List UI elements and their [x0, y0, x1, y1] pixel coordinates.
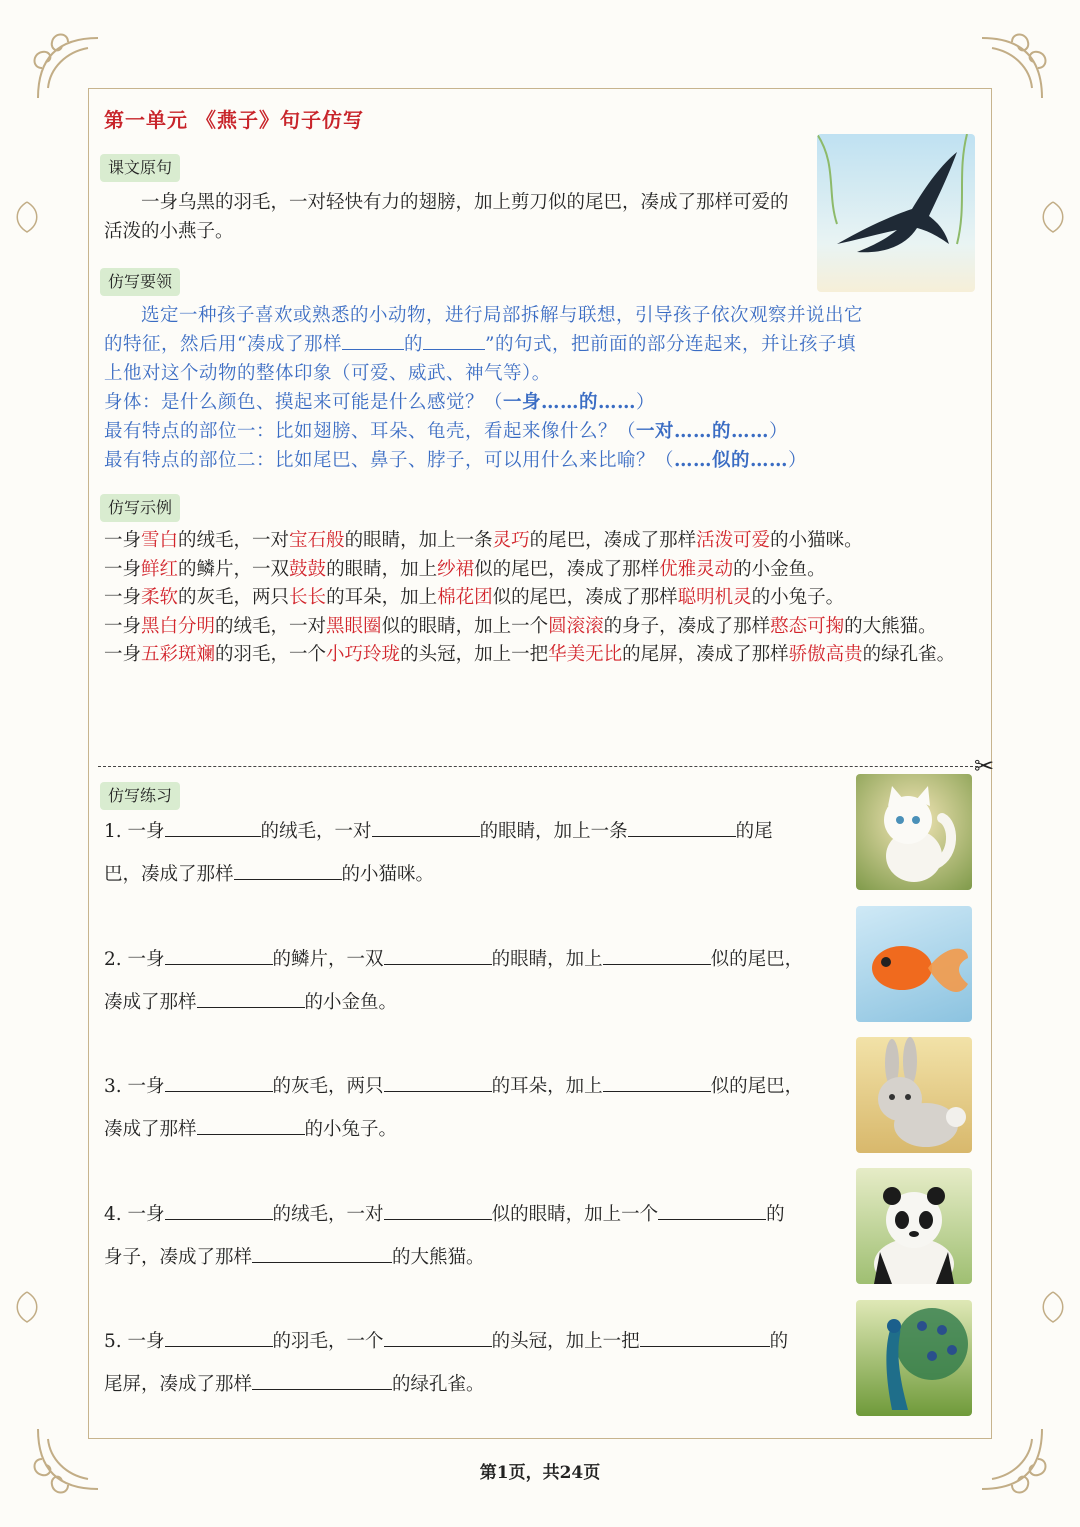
original-sentence: 一身乌黑的羽毛，一对轻快有力的翅膀，加上剪刀似的尾巴，凑成了那样可爱的活泼的小燕子。 — [104, 192, 789, 242]
guide-text-part: ） — [636, 392, 656, 413]
guide-text-part: 最有特点的部位一：比如翅膀、耳朵、龟壳，看起来像什么？（ — [104, 421, 637, 442]
example-highlight: 优雅灵动 — [659, 558, 734, 580]
guide-line — [104, 330, 976, 359]
question-text: 3. 一身 — [104, 1076, 165, 1097]
question-text: 的 — [766, 1204, 785, 1225]
peacock-image — [856, 1300, 972, 1416]
practice-question-2 — [104, 938, 803, 1024]
question-text: 的小兔子。 — [304, 1119, 398, 1140]
example-text: 的眼睛，加上 — [326, 558, 438, 580]
example-text: 的小猫咪。 — [770, 530, 863, 551]
example-highlight: 鲜红 — [141, 558, 179, 580]
example-sentence — [104, 556, 978, 585]
question-text: 的绒毛，一对 — [272, 1204, 384, 1225]
answer-blank[interactable] — [252, 1371, 392, 1391]
answer-blank[interactable] — [628, 818, 736, 838]
kitten-image — [856, 774, 972, 890]
goldfish-icon — [856, 906, 972, 1022]
rabbit-image — [856, 1037, 972, 1153]
guide-text-part: 的特征，然后用“凑成了那样 — [104, 334, 342, 355]
example-text: 的绿孔雀。 — [862, 644, 956, 665]
question-text: 的灰毛，两只 — [272, 1076, 384, 1097]
rabbit-icon — [856, 1037, 972, 1153]
goldfish-image — [856, 906, 972, 1022]
answer-blank[interactable] — [165, 1073, 273, 1093]
example-text: 的小金鱼。 — [733, 558, 826, 580]
question-line — [104, 1236, 785, 1279]
practice-question-3 — [104, 1065, 803, 1151]
question-text: 4. 一身 — [104, 1204, 165, 1225]
guide-line — [104, 388, 976, 417]
peacock-icon — [856, 1300, 972, 1416]
swallow-image — [817, 134, 975, 292]
guide-text-part: 最有特点的部位二：比如尾巴、鼻子、脖子，可以用什么来比喻？（ — [104, 450, 675, 471]
example-text: 的灰毛，两只 — [178, 587, 290, 608]
answer-blank[interactable] — [658, 1201, 766, 1221]
guide-text-part: ） — [788, 450, 808, 471]
answer-blank[interactable] — [384, 1201, 492, 1221]
answer-blank[interactable] — [384, 1073, 492, 1093]
answer-blank[interactable] — [165, 946, 273, 966]
question-text: 巴，凑成了那样 — [104, 864, 234, 885]
example-highlight: 五彩斑斓 — [141, 644, 216, 665]
question-line — [104, 853, 773, 896]
question-line — [104, 1363, 788, 1406]
question-text: 的 — [769, 1331, 789, 1352]
example-text: 一身 — [104, 558, 142, 580]
question-text: 身子，凑成了那样 — [104, 1247, 253, 1268]
section-tag-practice: 仿写练习 — [100, 782, 180, 810]
question-text: 的小金鱼。 — [304, 992, 398, 1013]
example-highlight: 长长 — [289, 587, 327, 608]
answer-blank[interactable] — [165, 1201, 273, 1221]
example-highlight: 黑眼圈 — [326, 615, 382, 637]
example-text: 一身 — [104, 530, 142, 551]
example-highlight: 小巧玲珑 — [326, 644, 401, 665]
question-line — [104, 1108, 803, 1151]
question-text: 的尾 — [735, 821, 773, 842]
example-highlight: 雪白 — [141, 530, 179, 551]
example-text: 的绒毛，一对 — [215, 615, 327, 637]
answer-blank[interactable] — [234, 861, 342, 881]
example-sentence — [104, 527, 978, 556]
answer-blank[interactable] — [165, 1328, 273, 1348]
example-text: 的耳朵，加上 — [326, 587, 438, 608]
example-text: 的鳞片，一双 — [178, 558, 290, 580]
corner-ornament — [28, 28, 108, 108]
guide-text-part: ） — [769, 421, 789, 442]
example-highlight: 憨态可掬 — [770, 615, 845, 637]
answer-blank[interactable] — [384, 946, 492, 966]
section-tag-examples: 仿写示例 — [100, 494, 180, 522]
example-text: 的绒毛，一对 — [178, 530, 290, 551]
section-tag-original: 课文原句 — [100, 154, 180, 182]
example-text: 一身 — [104, 644, 142, 665]
example-text: 似的眼睛，加上一个 — [381, 615, 549, 637]
guide-blank — [423, 331, 485, 351]
question-line — [104, 1320, 788, 1363]
answer-blank[interactable] — [197, 1116, 305, 1136]
scissors-icon: ✂ — [974, 752, 995, 780]
question-text: 凑成了那样 — [104, 992, 197, 1013]
example-text: 的头冠，加上一把 — [400, 644, 549, 665]
guide-line — [104, 417, 976, 446]
example-text: 的小兔子。 — [751, 587, 845, 608]
question-text: 的鳞片，一双 — [272, 949, 384, 970]
swallow-icon — [817, 134, 975, 292]
section-tag-guide: 仿写要领 — [100, 268, 180, 296]
example-highlight: 活泼可爱 — [696, 530, 771, 551]
example-sentence — [104, 584, 978, 613]
guide-text-part: 的 — [403, 334, 423, 355]
example-text: 一身 — [104, 615, 142, 637]
side-ornament — [10, 200, 44, 234]
answer-blank[interactable] — [165, 818, 261, 838]
example-text: 的尾巴，凑成了那样 — [529, 530, 697, 551]
question-text: 5. 一身 — [104, 1331, 165, 1352]
cut-line — [98, 766, 978, 767]
example-highlight: 鼓鼓 — [289, 558, 327, 580]
example-highlight: 黑白分明 — [141, 615, 216, 637]
question-text: 的眼睛，加上一条 — [479, 821, 628, 842]
side-ornament — [1036, 200, 1070, 234]
side-ornament — [10, 1290, 44, 1324]
question-text: 似的尾巴， — [710, 949, 804, 970]
question-line — [104, 938, 803, 981]
guide-pattern: ……似的…… — [674, 450, 789, 471]
page-title: 第一单元 《燕子》句子仿写 — [104, 108, 364, 132]
answer-blank[interactable] — [384, 1328, 492, 1348]
answer-blank[interactable] — [252, 1244, 392, 1264]
corner-ornament — [972, 28, 1052, 108]
question-text: 的大熊猫。 — [392, 1247, 485, 1268]
example-highlight: 纱裙 — [437, 558, 475, 580]
question-text: 尾屏，凑成了那样 — [104, 1374, 253, 1395]
answer-blank[interactable] — [640, 1328, 770, 1348]
practice-question-1 — [104, 810, 773, 896]
guide-text-part: 身体：是什么颜色、摸起来可能是什么感觉？（ — [104, 392, 504, 413]
practice-question-4 — [104, 1193, 785, 1279]
question-line — [104, 981, 803, 1024]
example-highlight: 宝石般 — [289, 530, 345, 551]
example-highlight: 聪明机灵 — [677, 587, 752, 608]
guide-text — [104, 301, 976, 475]
example-text: 似的尾巴，凑成了那样 — [492, 587, 678, 608]
example-text: 的羽毛，一个 — [215, 644, 327, 665]
question-line — [104, 810, 773, 853]
question-text: 的小猫咪。 — [341, 864, 435, 885]
answer-blank[interactable] — [197, 989, 305, 1009]
example-text: 似的尾巴，凑成了那样 — [474, 558, 660, 580]
example-text: 一身 — [104, 587, 142, 608]
question-text: 的眼睛，加上 — [491, 949, 603, 970]
guide-text-part: ”的句式，把前面的部分连起来，并让孩子填 — [484, 334, 856, 355]
question-line — [104, 1065, 803, 1108]
guide-line — [104, 446, 976, 475]
guide-pattern: 一对……的…… — [636, 421, 770, 442]
question-text: 1. 一身 — [104, 821, 165, 842]
example-sentence — [104, 641, 978, 670]
page-number: 第1页，共24页 — [479, 1463, 601, 1483]
kitten-icon — [856, 774, 972, 890]
question-text: 的绒毛，一对 — [260, 821, 372, 842]
example-highlight: 柔软 — [141, 587, 179, 608]
question-text: 的耳朵，加上 — [491, 1076, 603, 1097]
example-highlight: 骄傲高贵 — [788, 644, 863, 665]
question-text: 凑成了那样 — [104, 1119, 197, 1140]
question-text: 2. 一身 — [104, 949, 165, 970]
guide-line: 上他对这个动物的整体印象（可爱、威武、神气等）。 — [104, 363, 551, 384]
practice-question-5 — [104, 1320, 788, 1406]
example-highlight: 灵巧 — [492, 530, 530, 551]
panda-image — [856, 1168, 972, 1284]
question-text: 似的眼睛，加上一个 — [491, 1204, 659, 1225]
question-text: 的羽毛，一个 — [272, 1331, 384, 1352]
example-sentence — [104, 613, 978, 642]
example-text: 的大熊猫。 — [844, 615, 937, 637]
example-text: 的身子，凑成了那样 — [603, 615, 771, 637]
example-text: 的眼睛，加上一条 — [344, 530, 493, 551]
guide-line: 选定一种孩子喜欢或熟悉的小动物，进行局部拆解与联想，引导孩子依次观察并说出它 — [141, 305, 864, 326]
answer-blank[interactable] — [603, 946, 711, 966]
question-line — [104, 1193, 785, 1236]
answer-blank[interactable] — [603, 1073, 711, 1093]
guide-blank — [342, 331, 404, 351]
question-text: 的头冠，加上一把 — [491, 1331, 640, 1352]
example-highlight: 华美无比 — [548, 644, 623, 665]
example-highlight: 圆滚滚 — [548, 615, 604, 637]
question-text: 的绿孔雀。 — [392, 1374, 485, 1395]
examples-block — [104, 527, 978, 670]
example-highlight: 棉花团 — [437, 587, 493, 608]
question-text: 似的尾巴， — [710, 1076, 804, 1097]
panda-icon — [856, 1168, 972, 1284]
example-text: 的尾屏，凑成了那样 — [622, 644, 789, 665]
side-ornament — [1036, 1290, 1070, 1324]
answer-blank[interactable] — [372, 818, 480, 838]
guide-pattern: 一身……的…… — [503, 392, 637, 413]
